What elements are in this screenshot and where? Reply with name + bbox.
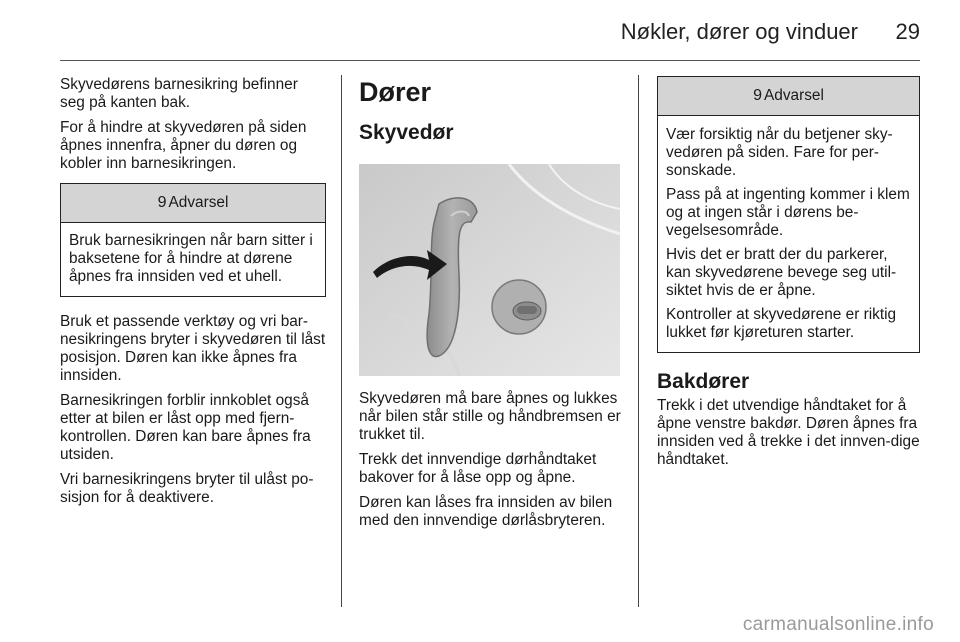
- column-divider: [638, 75, 639, 607]
- column-right: [657, 76, 920, 476]
- warning-title: Advarsel: [764, 87, 824, 104]
- page-number: 29: [895, 19, 920, 44]
- column-divider: [341, 75, 342, 607]
- warning-text: Kontroller at skyvedørene er riktig lukket før kjøreturen starter.: [666, 306, 897, 341]
- column-middle: [359, 76, 624, 537]
- warning-text: Vær forsiktig når du betjener sky-vedøren på siden. Fare for per-sonskade.: [666, 126, 893, 179]
- paragraph: For å hindre at skyvedøren på siden åpnes innenfra, åpner du døren og kobler inn barnesikringen.: [60, 119, 307, 172]
- warning-header: [61, 184, 325, 223]
- paragraph: Bruk et passende verktøy og vri bar-nesikringens bryter i skyvedøren til låst posisjon. Døren kan ikke åpnes fra innsiden.: [60, 313, 326, 384]
- paragraph: Trekk i det utvendige håndtaket for å åpne venstre bakdør. Døren åpnes fra innsiden ved å trekke i det innven-dige håndtaket.: [657, 397, 920, 468]
- warning-text: Hvis det er bratt der du parkerer, kan skyvedørene bevege seg util-siktet hvis de er åpne.: [666, 246, 897, 299]
- paragraph: Barnesikringen forblir innkoblet også etter at bilen er låst opp med fjern-kontrollen. Døren kan bare åpnes fra utsiden.: [60, 392, 311, 463]
- page-header: [60, 14, 920, 50]
- column-left: [60, 76, 326, 514]
- paragraph: Døren kan låses fra innsiden av bilen med den innvendige dørlåsbryteren.: [359, 494, 613, 529]
- chapter-title: Nøkler, dører og vinduer: [620, 19, 858, 44]
- paragraph: Trekk det innvendige dørhåndtaket bakover for å låse opp og åpne.: [359, 451, 597, 486]
- header-divider: [60, 60, 920, 61]
- paragraph: Vri barnesikringens bryter til ulåst po-sisjon for å deaktivere.: [60, 471, 314, 506]
- section-heading: Dører: [359, 77, 432, 107]
- paragraph: Skyvedørens barnesikring befinner seg på kanten bak.: [60, 76, 298, 111]
- warning-title: Advarsel: [168, 194, 229, 211]
- warning-box: [60, 183, 326, 297]
- paragraph: Skyvedøren må bare åpnes og lukkes når bilen står stille og håndbremsen er trukket til.: [359, 390, 621, 443]
- subsection-heading: Skyvedør: [359, 121, 454, 144]
- subsection-heading: Bakdører: [657, 370, 750, 393]
- warning-icon: 9: [753, 87, 762, 104]
- warning-icon: 9: [157, 194, 167, 211]
- warning-text: Pass på at ingenting kommer i klem og at ingen står i dørens be-vegelsesområde.: [666, 186, 910, 239]
- warning-box: [657, 76, 920, 353]
- warning-text: Bruk barnesikringen når barn sitter i baksetene for å hindre at dørene åpnes fra innsiden ved et uhell.: [69, 232, 313, 285]
- watermark: carmanualsonline.info: [742, 614, 934, 635]
- warning-header: [658, 77, 919, 116]
- sliding-door-handle-illustration: [359, 164, 620, 376]
